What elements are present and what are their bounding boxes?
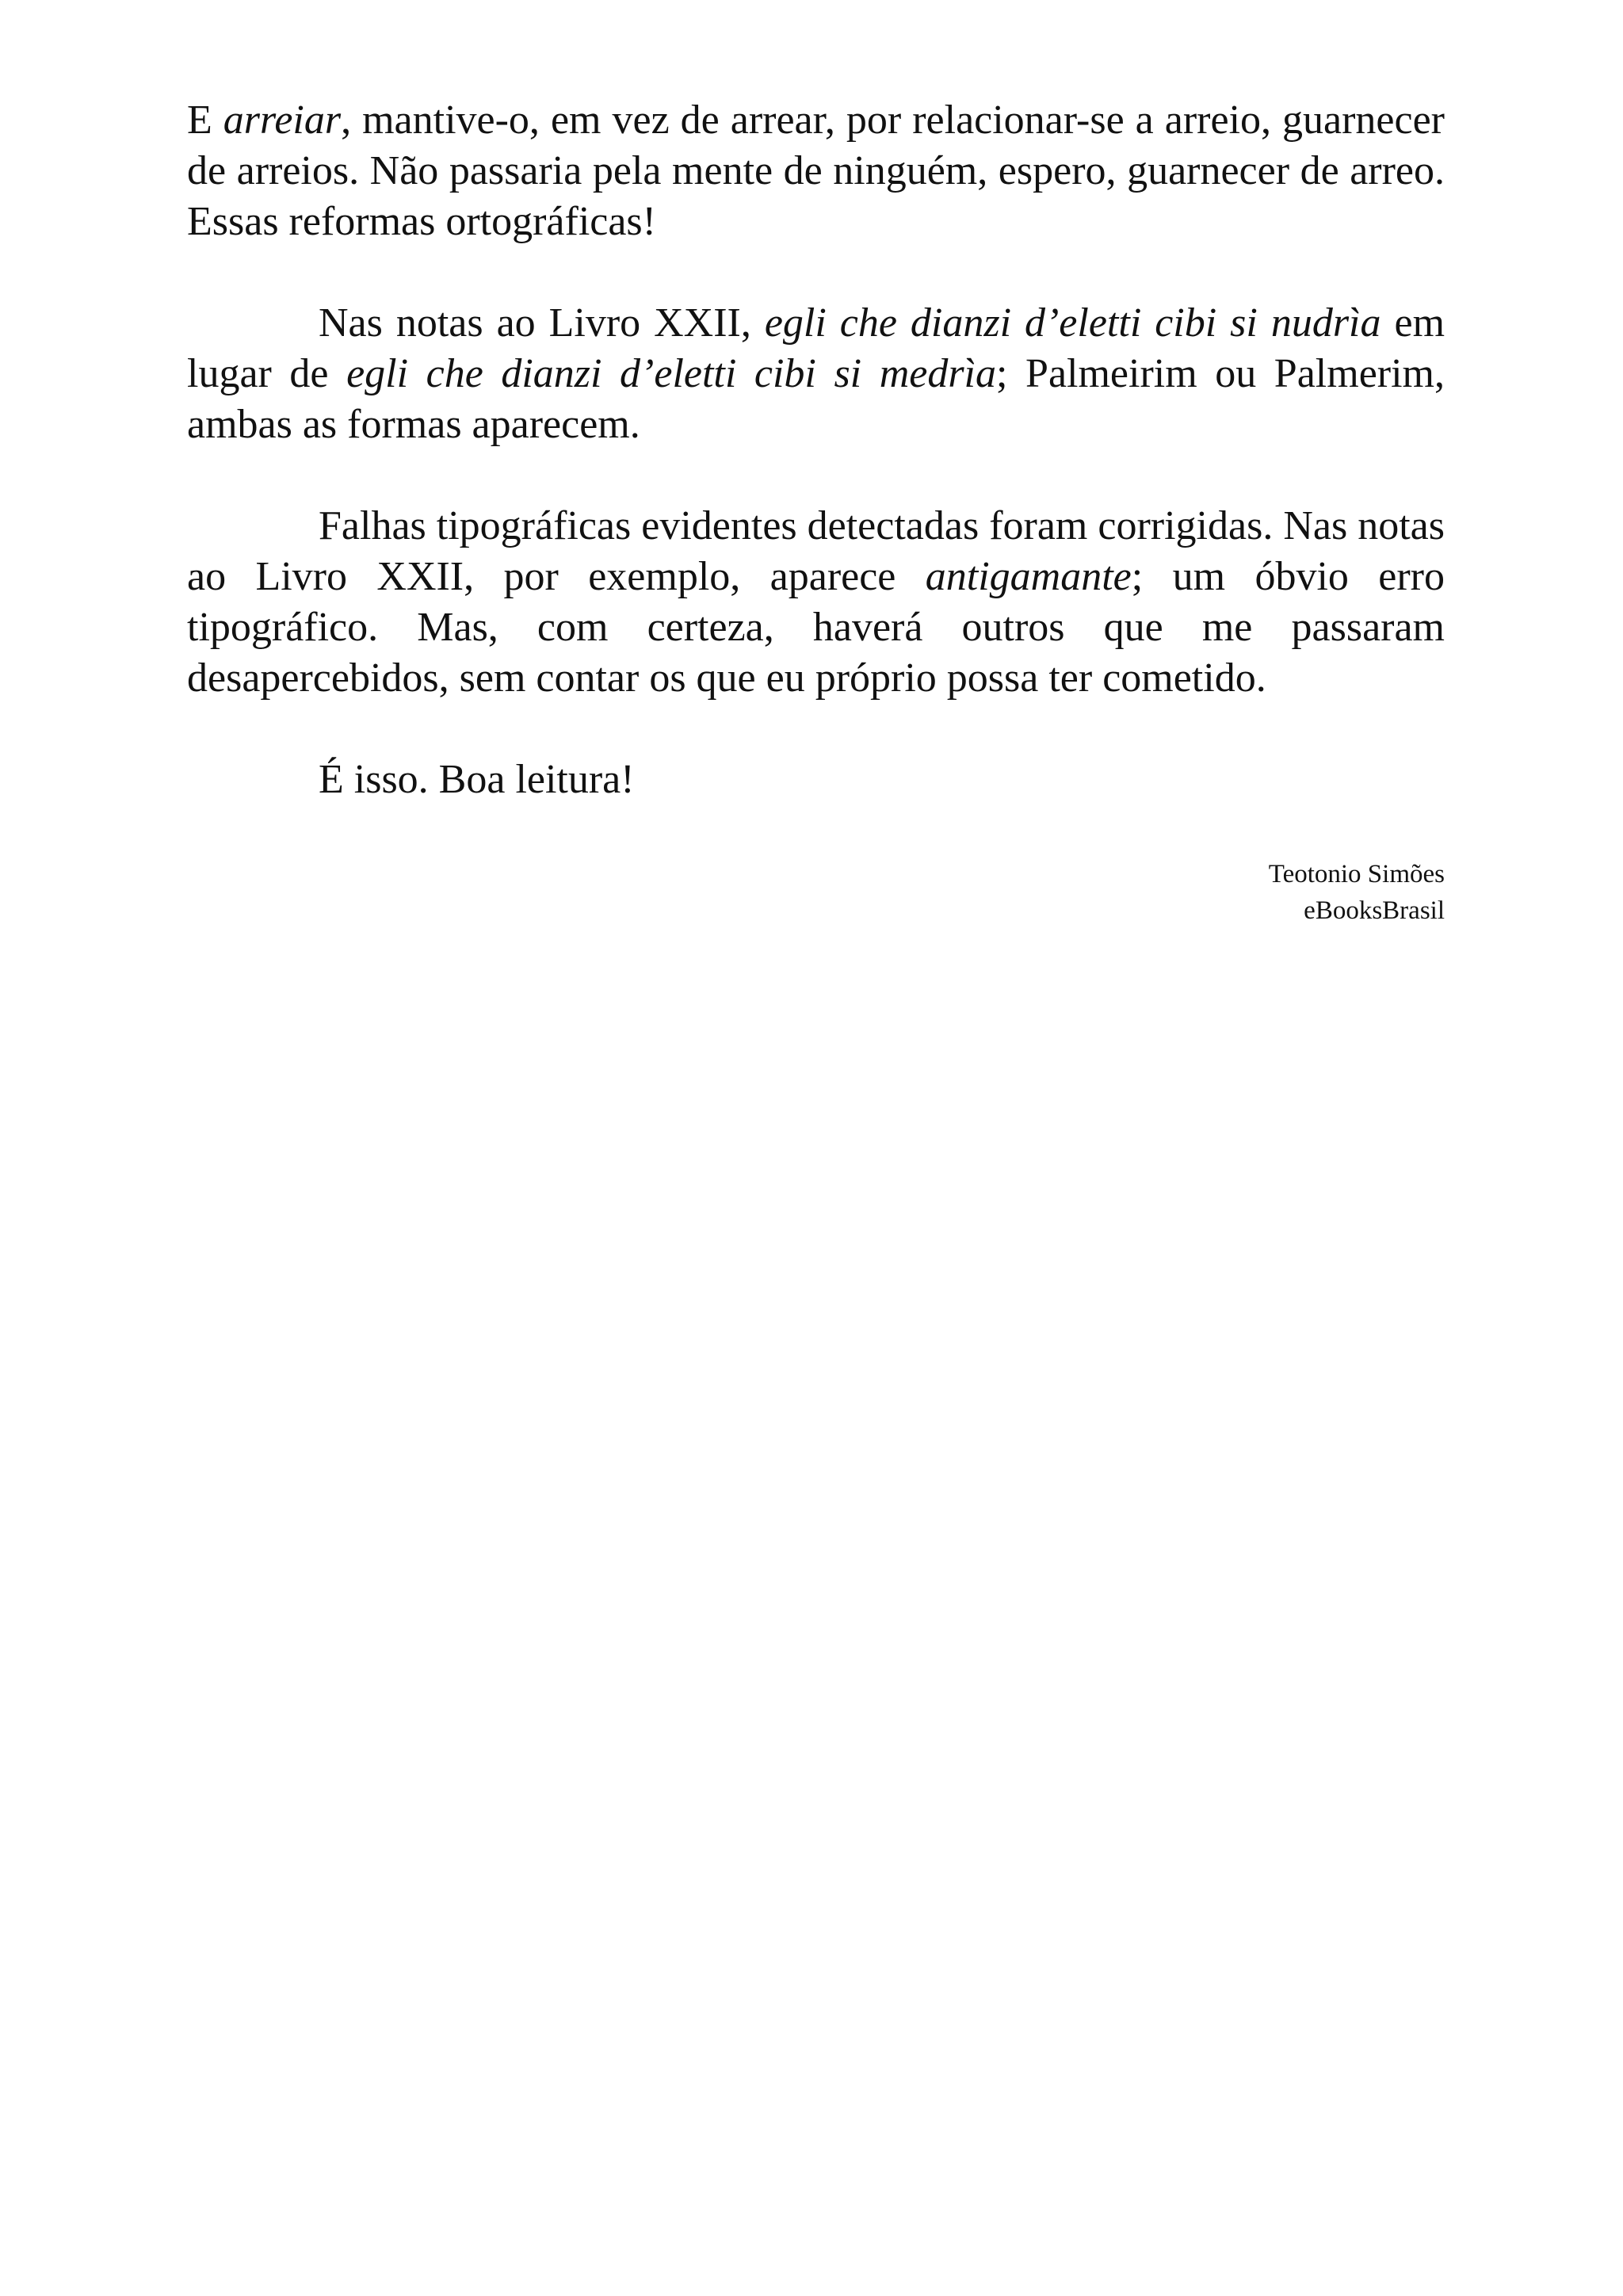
author-name: Teotonio Simões — [1268, 860, 1445, 888]
italic-quote: egli che dianzi d’eletti cibi si nudrìa — [764, 300, 1381, 346]
text-segment: E — [187, 97, 223, 143]
paragraph-falhas — [187, 501, 1445, 704]
text-segment: , mantive-o, em vez de arrear, por relacionar-se a arreio, guarnecer de arreios. Não passaria pela mente de ninguém, espero, guarnecer de arreo. Essas reformas ortográficas! — [187, 97, 1445, 244]
text-segment: Falhas tipográficas evidentes detectadas foram corrigidas. Nas notas ao Livro XXII, por exemplo, aparece — [187, 503, 1445, 599]
text-segment: É isso. Boa leitura! — [319, 757, 635, 802]
italic-term: arreiar — [223, 97, 342, 143]
text-segment: Nas notas ao Livro XXII, — [319, 300, 765, 346]
publisher-name: eBooksBrasil — [1304, 896, 1445, 925]
italic-quote: egli che dianzi d’eletti cibi si medrìa — [346, 351, 997, 396]
text-segment: em lugar de — [187, 300, 1445, 396]
signature-block — [187, 856, 1445, 929]
paragraph-closing — [187, 755, 1445, 805]
paragraph-arreiar — [187, 95, 1445, 247]
text-segment: ; um óbvio erro tipográfico. Mas, com certeza, haverá outros que me passaram desapercebidos, sem contar os que eu próprio possa ter cometido. — [187, 554, 1445, 701]
document-page — [187, 95, 1445, 929]
text-segment: ; Palmeirim ou Palmerim, ambas as formas aparecem. — [187, 351, 1445, 447]
paragraph-notas-livro — [187, 298, 1445, 450]
italic-term: antigamante — [925, 554, 1132, 599]
